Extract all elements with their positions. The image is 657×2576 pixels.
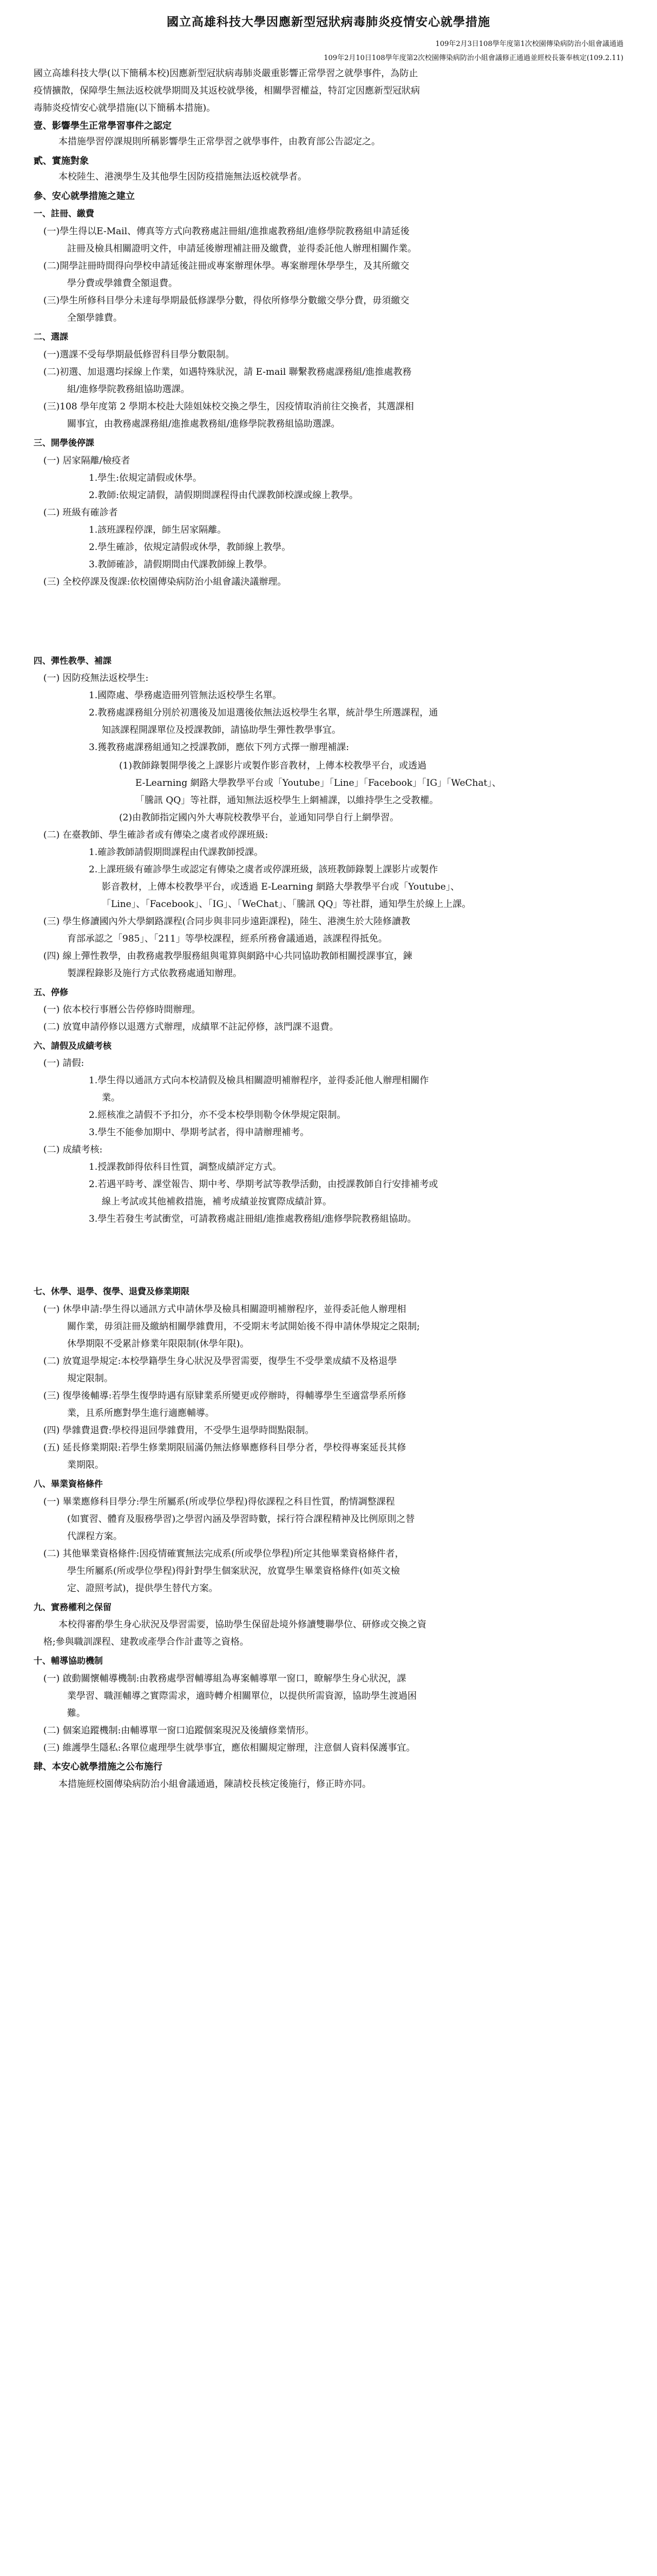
body-line: 學分費或學雜費全額退費。	[67, 278, 178, 289]
body-line: 2.學生確診，依規定請假或休學，教師線上教學。	[89, 542, 291, 553]
body-line: (一) 居家隔離/檢疫者	[43, 455, 130, 466]
body-line: (三) 維護學生隱私:各單位處理學生就學事宜，應依相關規定辦理，注意個人資料保護事宜。	[43, 1743, 416, 1753]
body-line: 業。	[102, 1092, 120, 1103]
body-line: (三) 學生修讀國內外大學網路課程(合同步與非同步遠距課程)，陸生、港澳生於大陸修讀教	[43, 916, 410, 927]
page-title: 國立高雄科技大學因應新型冠狀病毒肺炎疫情安心就學措施	[166, 16, 490, 29]
body-line: 業，且系所應對學生進行適應輔導。	[67, 1408, 214, 1419]
body-line: 1.學生:依規定請假或休學。	[89, 473, 202, 484]
subsection-heading: 三、開學後停課	[34, 438, 95, 448]
body-line: 1.該班課程停課，師生居家隔離。	[89, 525, 227, 535]
subsection-heading: 一、註冊、繳費	[34, 208, 95, 218]
subsection-heading: 二、選課	[34, 332, 69, 342]
body-line: 3.學生不能參加期中、學期考試者，得申請辦理補考。	[89, 1127, 310, 1138]
body-line: (一) 啟動關懷輔導機制:由教務處學習輔導組為專案輔導單一窗口，瞭解學生身心狀況，課	[43, 1673, 406, 1684]
body-line: (三)108 學年度第 2 學期本校赴大陸姐妹校交換之學生，因疫情取消前往交換者，其選課相	[43, 401, 414, 412]
body-line: 本措施經校園傳染病防治小組會議通過，陳請校長核定後施行，修正時亦同。	[58, 1779, 371, 1790]
body-line: (一) 休學申請:學生得以通訊方式申請休學及檢具相關證明補辦程序，並得委託他人辦理相	[43, 1304, 406, 1315]
subsection-heading: 七、休學、退學、復學、退費及修業期限	[34, 1286, 190, 1296]
section-heading: 壹、影響學生正常學習事件之認定	[34, 121, 172, 131]
body-line: 1.確診教師請假期間課程由代課教師授課。	[89, 847, 264, 858]
body-line: (二) 放寬申請停修以退選方式辦理，成績單不註記停修，該門課不退費。	[43, 1022, 339, 1032]
body-line: 2.若遇平時考、課堂報告、期中考、學期考試等教學活動，由授課教師自行安排補考或	[89, 1179, 438, 1190]
body-line: 「騰訊 QQ」等社群，通知無法返校學生上網補課，以維持學生之受教權。	[135, 795, 439, 806]
body-line: (二) 個案追蹤機制:由輔導單一窗口追蹤個案現況及後續修業情形。	[43, 1725, 314, 1736]
intro-line: 毒肺炎疫情安心就學措施(以下簡稱本措施)。	[34, 103, 216, 114]
body-line: (一) 畢業應修科目學分:學生所屬系(所或學位學程)得依課程之科目性質，酌情調整課程	[43, 1496, 395, 1507]
body-line: (二) 其他畢業資格條件:因疫情確實無法完成系(所或學位學程)所定其他畢業資格條件者，	[43, 1548, 404, 1559]
section-heading: 肆、本安心就學措施之公布施行	[34, 1762, 162, 1772]
body-line: 育部承認之「985」、「211」等學校課程，經系所務會議通過，該課程得抵免。	[67, 933, 387, 944]
body-line: 定、證照考試)，提供學生替代方案。	[67, 1583, 218, 1594]
body-line: 全額學雜費。	[67, 313, 122, 323]
body-line: (三) 復學後輔導:若學生復學時遇有原肄業系所變更或停辦時，得輔導學生至適當學系所修	[43, 1390, 406, 1401]
body-line: 業期限。	[67, 1460, 104, 1471]
body-line: (1)教師錄製開學後之上課影片或製作影音教材，上傳本校教學平台，或透過	[119, 760, 427, 771]
body-line: 2.經核准之請假不予扣分，亦不受本校學則勒令休學規定限制。	[89, 1110, 346, 1121]
body-line: 業學習、職涯輔導之實際需求，適時轉介相關單位，以提供所需資源，協助學生渡過困	[67, 1691, 417, 1701]
intro-line: 疫情擴散，保障學生無法返校就學期間及其返校就學後，相關學習權益，特訂定因應新型冠狀病	[34, 85, 420, 96]
body-line: (五) 延長修業期限:若學生修業期限屆滿仍無法修畢應修科目學分者，學校得專案延長其修	[43, 1442, 406, 1453]
subsection-heading: 六、請假及成績考核	[34, 1041, 112, 1051]
body-line: 製課程錄影及施行方式依教務處通知辦理。	[67, 968, 242, 979]
body-line: (四) 學雜費退費:學校得退回學雜費用，不受學生退學時間點限制。	[43, 1425, 314, 1436]
body-line: (二) 在臺教師、學生確診者或有傳染之虞者或停課班級:	[43, 830, 268, 840]
body-line: 3.教師確診，請假期間由代課教師線上教學。	[89, 559, 273, 570]
body-line: (一)選課不受每學期最低修習科目學分數限制。	[43, 349, 235, 360]
subsection-heading: 八、畢業資格條件	[34, 1479, 103, 1489]
section-heading: 參、安心就學措施之建立	[34, 191, 135, 202]
body-line: 規定限制。	[67, 1373, 113, 1384]
body-line: (一)學生得以E-Mail、傳真等方式向教務處註冊組/進推處教務組/進修學院教務組申請延後	[43, 226, 410, 237]
body-line: 「Line」、「Facebook」、「IG」、「WeChat」、「騰訊 QQ」等社群，通知學生於線上上課。	[102, 899, 471, 910]
body-line: (二) 放寬退學規定:本校學籍學生身心狀況及學習需要，復學生不受學業成績不及格退學	[43, 1356, 397, 1367]
body-line: (二) 成績考核:	[43, 1144, 103, 1155]
body-line: 關作業，毋須註冊及繳納相關學雜費用，不受期末考試開始後不得申請休學規定之限制;	[67, 1321, 420, 1332]
body-line: 影音教材，上傳本校教學平台，或透過 E-Learning 網路大學教學平台或「Youtube」、	[102, 882, 460, 892]
body-line: 註冊及檢具相關證明文件，申請延後辦理補註冊及繳費，並得委託他人辦理相關作業。	[67, 243, 417, 254]
approval-note: 109年2月3日108學年度第1次校園傳染病防治小組會議通過	[435, 40, 623, 48]
body-line: 關事宜，由教務處課務組/進推處教務組/進修學院教務組協助選課。	[67, 419, 340, 429]
intro-line: 國立高雄科技大學(以下簡稱本校)因應新型冠狀病毒肺炎嚴重影響正常學習之就學事件，為防止	[34, 68, 418, 79]
body-line: (二) 班級有確診者	[43, 507, 118, 518]
body-line: (三) 全校停課及復課:依校園傳染病防治小組會議決議辦理。	[43, 577, 287, 587]
body-line: (一) 請假:	[43, 1058, 84, 1069]
body-line: 本措施學習停課規則所稱影響學生正常學習之就學事件，由教育部公告認定之。	[58, 136, 380, 147]
body-line: (二)初選、加退選均採線上作業，如遇特殊狀況，請 E-mail 聯繫教務處課務組/進推處教務	[43, 367, 412, 378]
body-line: (2)由教師指定國內外大專院校教學平台，並通知同學自行上網學習。	[119, 812, 399, 823]
subsection-heading: 四、彈性教學、補課	[34, 655, 112, 666]
body-line: (如實習、體育及服務學習)之學習內涵及學習時數，採行符合課程精神及比例原則之替	[67, 1514, 415, 1525]
body-line: 1.學生得以通訊方式向本校請假及檢具相關證明補辦程序，並得委託他人辦理相關作	[89, 1075, 429, 1086]
body-line: 2.上課班級有確診學生或認定有傳染之虞者或停課班級，該班教師錄製上課影片或製作	[89, 864, 438, 875]
body-line: 1.授課教師得依科目性質，調整成績評定方式。	[89, 1162, 282, 1173]
subsection-heading: 九、實務權利之保留	[34, 1602, 112, 1612]
body-line: E-Learning 網路大學教學平台或「Youtube」「Line」「Facebook」「IG」「WeChat」、	[135, 778, 501, 789]
body-line: 2.教師:依規定請假，請假期間課程得由代課教師校課或線上教學。	[89, 490, 358, 501]
body-line: (一) 依本校行事曆公告停修時間辦理。	[43, 1004, 201, 1015]
body-line: 組/進修學院教務組協助選課。	[67, 384, 190, 395]
body-line: 本校得審酌學生身心狀況及學習需要，協助學生保留赴境外修讀雙聯學位、研修或交換之資	[58, 1619, 426, 1630]
body-line: 格;參與職訓課程、建教或產學合作計畫等之資格。	[43, 1637, 249, 1647]
body-line: 知該課程開課單位及授課教師，請協助學生彈性教學事宜。	[102, 725, 341, 736]
body-line: 難。	[67, 1708, 86, 1719]
body-line: (三)學生所修科目學分未達每學期最低修課學分數，得依所修學分數繳交學分費，毋須繳交	[43, 295, 410, 306]
body-line: 休學期限不受累計修業年限限制(休學年限)。	[67, 1339, 249, 1349]
body-line: (四) 線上彈性教學，由教務處教學服務組與電算與網路中心共同協助教師相關授課事宜，鍊	[43, 951, 412, 962]
amendment-note: 109年2月10日108學年度第2次校園傳染病防治小組會議修正通過並經校長簽奉核定(109.2.11)	[324, 54, 623, 62]
body-line: 學生所屬系(所或學位學程)得針對學生個案狀況，放寬學生畢業資格條件(如英文檢	[67, 1566, 400, 1577]
body-line: 2.教務處課務組分別於初選後及加退選後依無法返校學生名單，統計學生所選課程，通	[89, 707, 438, 718]
body-line: 代課程方案。	[67, 1531, 122, 1542]
subsection-heading: 五、停修	[34, 987, 69, 997]
body-line: 本校陸生、港澳學生及其他學生因防疫措施無法返校就學者。	[58, 171, 307, 182]
body-line: 1.國際處、學務處造冊列管無法返校學生名單。	[89, 690, 282, 701]
section-heading: 貳、實施對象	[34, 156, 89, 167]
body-line: (二)開學註冊時間得向學校申請延後註冊或專案辦理休學。專案辦理休學學生，及其所繳交	[43, 261, 410, 271]
body-line: 3.學生若發生考試衝堂，可請教務處註冊組/進推處教務組/進修學院教務組協助。	[89, 1214, 417, 1224]
body-line: 3.獲教務處課務組通知之授課教師，應依下列方式擇一辦理補課:	[89, 742, 349, 753]
subsection-heading: 十、輔導協助機制	[34, 1655, 103, 1666]
body-line: (一) 因防疫無法返校學生:	[43, 673, 149, 684]
body-line: 線上考試或其他補救措施，補考成績並按實際成績計算。	[102, 1196, 332, 1207]
